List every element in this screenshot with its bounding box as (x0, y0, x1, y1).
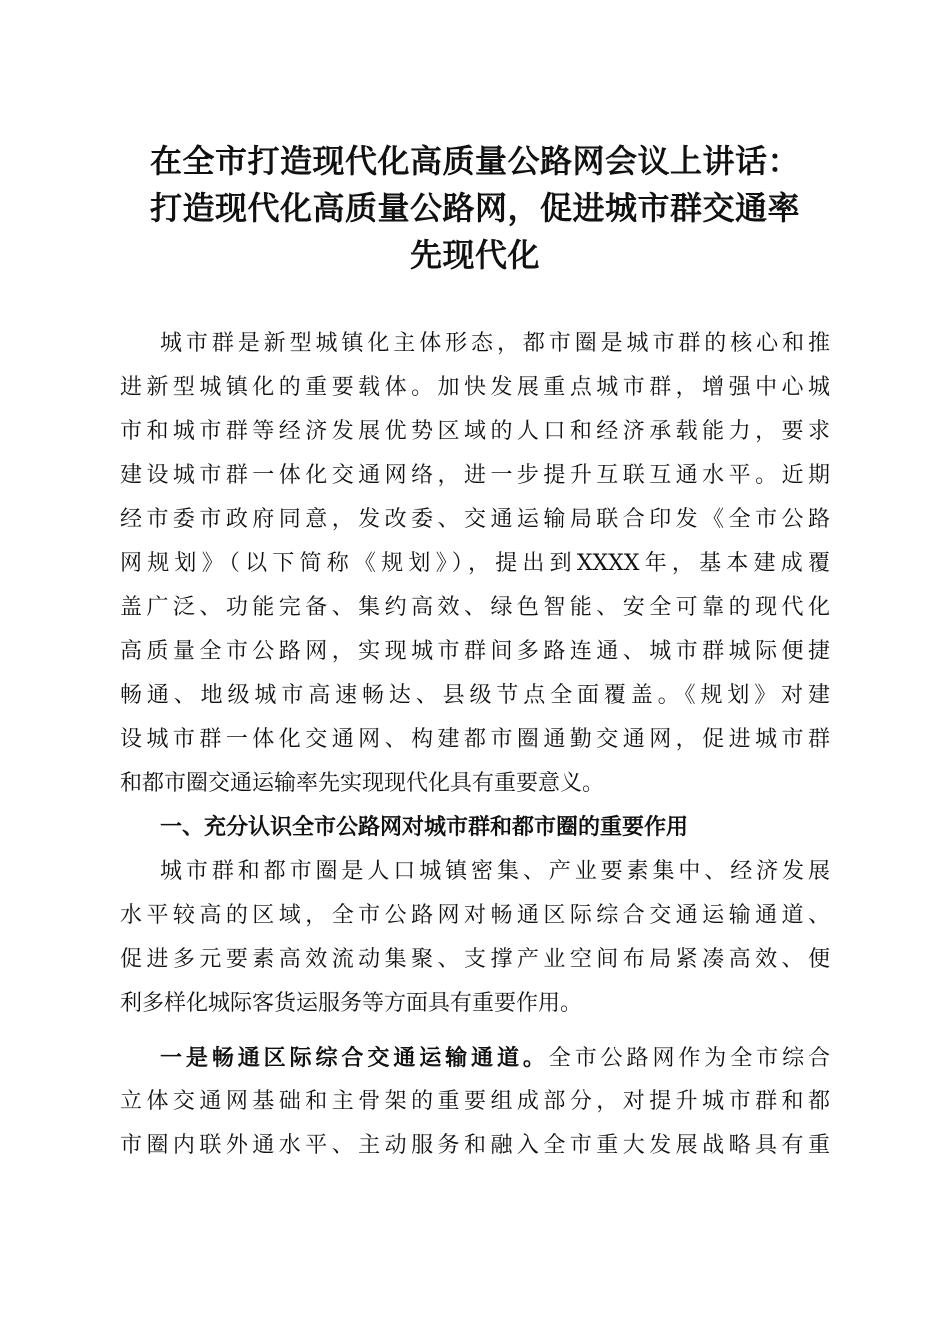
text-line: 利多样化城际客货运服务等方面具有重要作用。 (120, 991, 583, 1016)
text-line: 和都市圈交通运输率先实现现代化具有重要意义。 (120, 771, 605, 796)
text-line: 盖广泛、功能完备、集约高效、绿色智能、安全可靠的现代化 (120, 595, 830, 620)
text-line: 城市群和都市圈是人口城镇密集、产业要素集中、经济发展 (160, 859, 830, 884)
text-line: 立体交通网基础和主骨架的重要组成部分，对提升城市群和都 (120, 1089, 830, 1114)
paragraph-spacer (120, 1026, 830, 1036)
intro-paragraph (120, 322, 830, 806)
text-line: 畅通、地级城市高速畅达、县级节点全面覆盖。《规划》对建 (120, 683, 830, 708)
point1-paragraph (120, 1036, 830, 1168)
text-line: 市和城市群等经济发展优势区域的人口和经济承载能力，要求 (120, 419, 830, 444)
document-body (120, 322, 830, 1168)
text-line: 建设城市群一体化交通网络，进一步提升互联互通水平。近期 (120, 463, 830, 488)
title-line-1: 在全市打造现代化高质量公路网会议上讲话： (149, 142, 800, 180)
text-line: 网规划》（以下简称《规划》），提出到XXXX年，基本建成覆 (120, 551, 830, 576)
point-lead-continuation: 全市公路网作为全市综合 (548, 1046, 830, 1071)
title-line-2: 打造现代化高质量公路网，促进城市群交通率 (149, 189, 800, 227)
text-line: 进新型城镇化的重要载体。加快发展重点城市群，增强中心城 (120, 375, 830, 400)
text-line: 市圈内联外通水平、主动服务和融入全市重大发展战略具有重 (120, 1133, 830, 1158)
text-line: 城市群是新型城镇化主体形态，都市圈是城市群的核心和推 (160, 331, 830, 356)
text-line: 高质量全市公路网，实现城市群间多路连通、城市群城际便捷 (120, 639, 830, 664)
text-line: 经市委市政府同意，发改委、交通运输局联合印发《全市公路 (120, 507, 830, 532)
title-line-3: 先现代化 (409, 236, 540, 274)
point-lead: 一是畅通区际综合交通运输通道。 (160, 1045, 549, 1071)
section1-paragraph (120, 850, 830, 1026)
text-line: 设城市群一体化交通网、构建都市圈通勤交通网，促进城市群 (120, 727, 830, 752)
text-line: 促进多元要素高效流动集聚、支撑产业空间布局紧凑高效、便 (120, 947, 830, 972)
text-line (120, 1036, 830, 1080)
section-heading: 一、充分认识全市公路网对城市群和都市圈的重要作用 (160, 815, 689, 840)
text-line: 水平较高的区域，全市公路网对畅通区际综合交通运输通道、 (120, 903, 830, 928)
document-title (110, 138, 840, 279)
